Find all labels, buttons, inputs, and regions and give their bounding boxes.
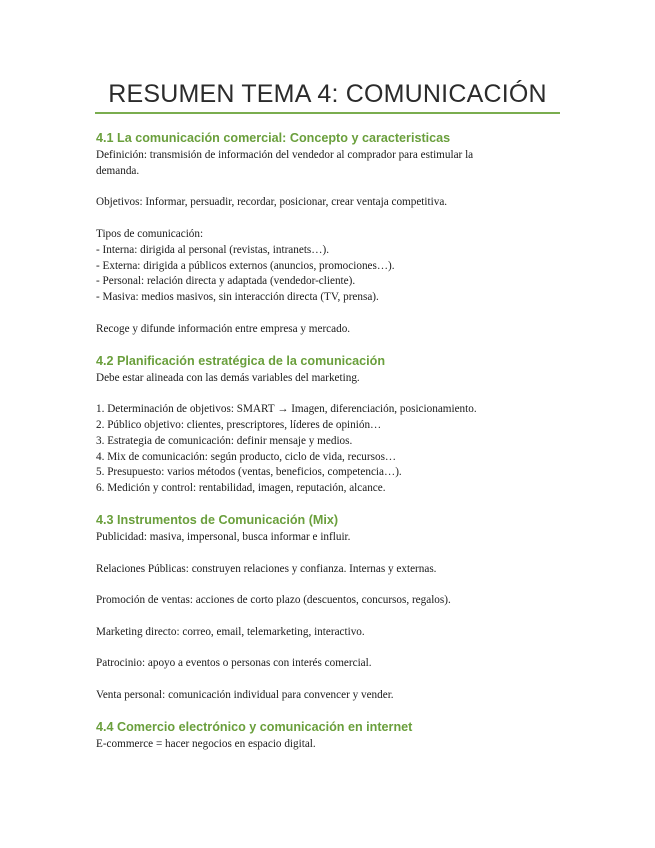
text-line: 1. Determinación de objetivos: SMART → Imagen, diferenciación, posicionamiento. — [96, 403, 477, 416]
text-line: - Masiva: medios masivos, sin interacción directa (TV, prensa). — [96, 291, 379, 304]
section-heading: 4.3 Instrumentos de Comunicación (Mix) — [96, 512, 339, 527]
text-line: Objetivos: Informar, persuadir, recordar, posicionar, crear ventaja competitiva. — [96, 196, 448, 209]
section-heading: 4.4 Comercio electrónico y comunicación en internet — [96, 719, 413, 734]
text-line: Venta personal: comunicación individual para convencer y vender. — [96, 688, 394, 701]
text-line: 2. Público objetivo: clientes, prescriptores, líderes de opinión… — [96, 418, 382, 431]
text-line: Promoción de ventas: acciones de corto plazo (descuentos, concursos, regalos). — [96, 594, 451, 607]
text-line: Tipos de comunicación: — [96, 227, 204, 240]
title-divider — [95, 112, 560, 114]
text-line: Debe estar alineada con las demás variables del marketing. — [96, 371, 360, 384]
text-line: - Externa: dirigida a públicos externos (anuncios, promociones…). — [96, 259, 395, 272]
text-line: Patrocinio: apoyo a eventos o personas con interés comercial. — [96, 657, 372, 670]
section-3 — [96, 510, 536, 704]
blank-line — [96, 577, 536, 593]
text-line: 6. Medición y control: rentabilidad, imagen, reputación, alcance. — [96, 482, 386, 495]
text-line: 4. Mix de comunicación: según producto, ciclo de vida, recursos… — [96, 450, 397, 463]
text-line: Publicidad: masiva, impersonal, busca informar e influir. — [96, 530, 351, 543]
blank-line — [96, 211, 536, 227]
blank-line — [96, 641, 536, 657]
document-body — [96, 128, 536, 753]
section-4 — [96, 717, 536, 753]
text-line: 5. Presupuesto: varios métodos (ventas, beneficios, competencia…). — [96, 466, 402, 479]
text-line: Definición: transmisión de información del vendedor al comprador para estimular la — [96, 149, 474, 161]
page-title: RESUMEN TEMA 4: COMUNICACIÓN — [108, 80, 547, 108]
text-line: 3. Estrategia de comunicación: definir mensaje y medios. — [96, 434, 353, 447]
text-line: Recoge y difunde información entre empresa y mercado. — [96, 322, 351, 335]
blank-line — [96, 609, 536, 625]
text-line: - Interna: dirigida al personal (revistas, intranets…). — [96, 243, 329, 256]
text-line: Marketing directo: correo, email, telemarketing, interactivo. — [96, 625, 365, 638]
text-line: Relaciones Públicas: construyen relaciones y confianza. Internas y externas. — [96, 562, 437, 575]
section-1 — [96, 128, 536, 338]
section-heading: 4.1 La comunicación comercial: Concepto y caracteristicas — [96, 131, 451, 145]
blank-line — [96, 386, 536, 402]
text-line: E-commerce = hacer negocios en espacio digital. — [96, 737, 316, 750]
blank-line — [96, 180, 536, 196]
blank-line — [96, 546, 536, 562]
text-line: demanda. — [96, 164, 140, 177]
blank-line — [96, 672, 536, 688]
text-line: - Personal: relación directa y adaptada (vendedor-cliente). — [96, 275, 356, 288]
section-heading: 4.2 Planificación estratégica de la comunicación — [96, 353, 386, 368]
blank-line — [96, 306, 536, 322]
section-2 — [96, 351, 536, 497]
